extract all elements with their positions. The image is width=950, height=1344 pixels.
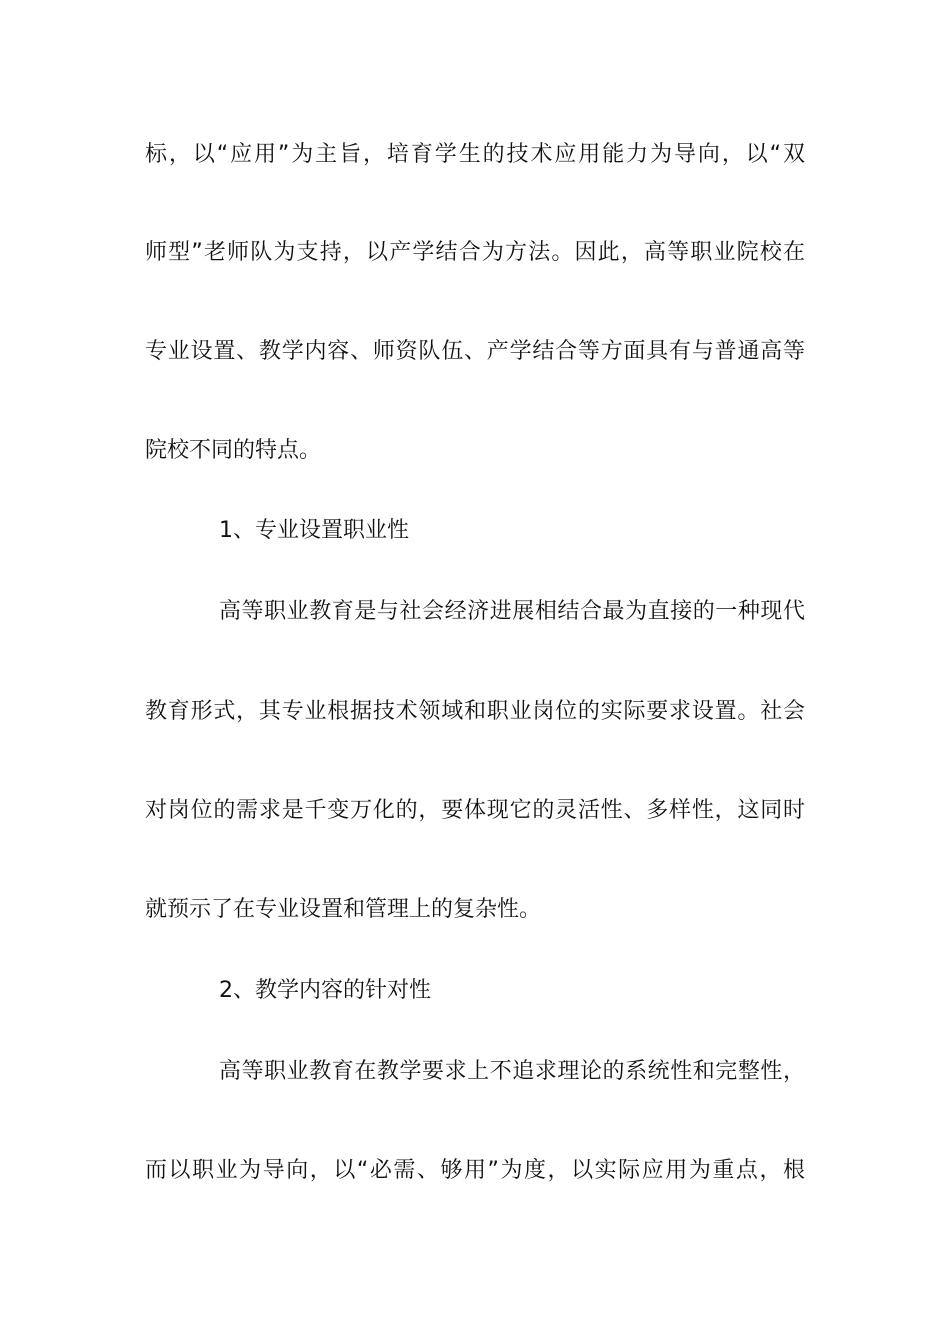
- paragraph-line: 就预示了在专业设置和管理上的复杂性。: [145, 897, 542, 922]
- section-heading: 2、教学内容的针对性: [219, 978, 431, 1003]
- paragraph-line: 师型”老师队为支持，以产学结合为方法。因此，高等职业院校在: [145, 240, 805, 265]
- section-heading: 1、专业设置职业性: [219, 518, 409, 543]
- paragraph-line: 院校不同的特点。: [145, 438, 322, 463]
- paragraph-line: 高等职业教育是与社会经济进展相结合最为直接的一种现代: [219, 599, 805, 624]
- paragraph-line: 专业设置、教学内容、师资队伍、产学结合等方面具有与普通高等: [145, 339, 805, 364]
- paragraph-line: 标，以“应用”为主旨，培育学生的技术应用能力为导向，以“双: [145, 142, 805, 167]
- paragraph-line: 高等职业教育在教学要求上不追求理论的系统性和完整性，: [219, 1059, 805, 1084]
- paragraph-line: 而以职业为导向，以“必需、够用”为度，以实际应用为重点，根: [145, 1158, 805, 1183]
- paragraph-line: 对岗位的需求是千变万化的，要体现它的灵活性、多样性，这同时: [145, 798, 805, 823]
- paragraph-line: 教育形式，其专业根据技术领域和职业岗位的实际要求设置。社会: [145, 699, 805, 724]
